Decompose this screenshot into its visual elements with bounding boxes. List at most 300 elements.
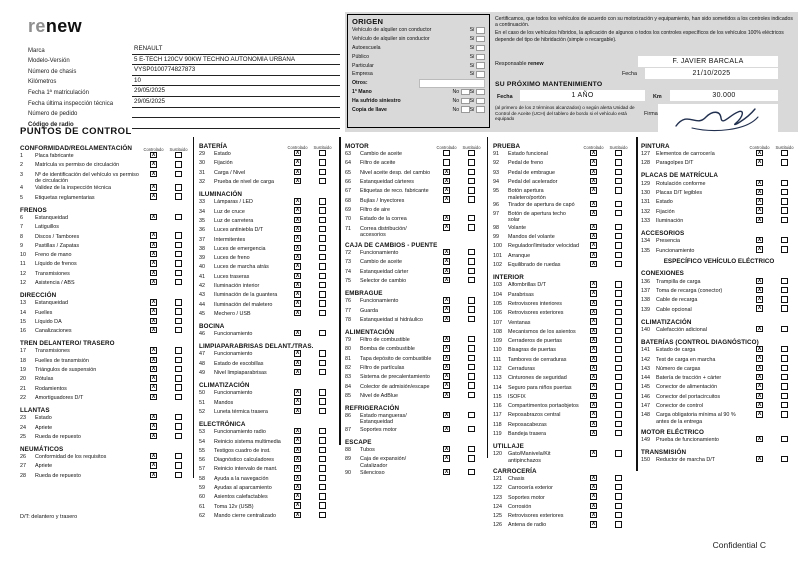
sustituido-checkbox[interactable] [468,355,474,361]
sustituido-checkbox[interactable] [319,300,325,306]
sustituido-checkbox[interactable] [175,472,181,478]
controlado-checkbox[interactable]: X [295,281,300,288]
sustituido-checkbox[interactable] [615,402,621,408]
sustituido-checkbox[interactable] [615,346,621,352]
controlado-checkbox[interactable]: X [591,336,596,343]
controlado-checkbox[interactable]: X [591,392,596,399]
origen-checkbox[interactable] [476,45,485,51]
sustituido-checkbox[interactable] [781,383,787,389]
sustituido-checkbox[interactable] [615,318,621,324]
controlado-checkbox[interactable]: X [591,474,596,481]
sustituido-checkbox[interactable] [615,169,621,175]
origen-checkbox[interactable] [476,27,485,33]
sustituido-checkbox[interactable] [468,364,474,370]
field-value[interactable]: 29/05/2025 [132,98,340,108]
sustituido-checkbox[interactable] [468,336,474,342]
controlado-checkbox[interactable]: X [444,306,449,313]
controlado-checkbox[interactable]: X [295,407,300,414]
controlado-checkbox[interactable]: X [444,224,449,231]
sustituido-checkbox[interactable] [615,337,621,343]
field-value[interactable]: 5 E-TECH 120CV 90KW TECHNO AUTONOMÍA URBANA [132,56,340,66]
controlado-checkbox[interactable]: X [591,309,596,316]
sustituido-checkbox[interactable] [319,350,325,356]
sustituido-checkbox[interactable] [319,512,325,518]
sustituido-checkbox[interactable] [615,300,621,306]
sustituido-checkbox[interactable] [615,201,621,207]
sustituido-checkbox[interactable] [175,270,181,276]
controlado-checkbox[interactable]: X [151,161,156,168]
sustituido-checkbox[interactable] [781,305,787,311]
controlado-checkbox[interactable]: X [591,251,596,258]
controlado-checkbox[interactable]: X [151,375,156,382]
sustituido-checkbox[interactable] [781,278,787,284]
controlado-checkbox[interactable]: X [757,207,762,214]
controlado-checkbox[interactable]: X [295,300,300,307]
controlado-checkbox[interactable]: X [444,248,449,255]
sustituido-checkbox[interactable] [175,366,181,372]
sustituido-checkbox[interactable] [319,330,325,336]
controlado-checkbox[interactable]: X [591,290,596,297]
controlado-checkbox[interactable]: X [295,263,300,270]
sustituido-checkbox[interactable] [319,207,325,213]
origen-checkbox[interactable] [476,98,485,104]
controlado-checkbox[interactable]: X [151,462,156,469]
sustituido-checkbox[interactable] [319,282,325,288]
controlado-checkbox[interactable]: X [591,401,596,408]
sustituido-checkbox[interactable] [615,150,621,156]
controlado-checkbox[interactable]: X [151,432,156,439]
controlado-checkbox[interactable]: X [444,267,449,274]
controlado-checkbox[interactable]: X [444,455,449,462]
controlado-checkbox[interactable]: X [295,483,300,490]
controlado-checkbox[interactable]: X [295,235,300,242]
controlado-checkbox[interactable]: X [295,207,300,214]
sustituido-checkbox[interactable] [615,475,621,481]
sustituido-checkbox[interactable] [319,169,325,175]
sustituido-checkbox[interactable] [781,456,787,462]
controlado-checkbox[interactable]: X [591,232,596,239]
sustituido-checkbox[interactable] [319,360,325,366]
sustituido-checkbox[interactable] [615,187,621,193]
sustituido-checkbox[interactable] [175,433,181,439]
controlado-checkbox[interactable]: X [444,315,449,322]
origen-checkbox[interactable] [476,71,485,77]
sustituido-checkbox[interactable] [319,273,325,279]
controlado-checkbox[interactable]: X [591,484,596,491]
sustituido-checkbox[interactable] [319,447,325,453]
controlado-checkbox[interactable]: X [444,412,449,419]
sustituido-checkbox[interactable] [781,326,787,332]
sustituido-checkbox[interactable] [468,268,474,274]
controlado-checkbox[interactable]: X [444,345,449,352]
sustituido-checkbox[interactable] [615,503,621,509]
field-value[interactable]: RENAULT [132,45,340,55]
controlado-checkbox[interactable]: X [591,364,596,371]
sustituido-checkbox[interactable] [615,383,621,389]
sustituido-checkbox[interactable] [468,345,474,351]
controlado-checkbox[interactable]: X [757,455,762,462]
sustituido-checkbox[interactable] [175,318,181,324]
sustituido-checkbox[interactable] [319,493,325,499]
sustituido-checkbox[interactable] [175,308,181,314]
sustituido-checkbox[interactable] [319,245,325,251]
controlado-checkbox[interactable]: X [444,354,449,361]
controlado-checkbox[interactable]: X [151,241,156,248]
controlado-checkbox[interactable]: X [151,299,156,306]
controlado-checkbox[interactable]: X [295,465,300,472]
responsable-field[interactable]: F. JAVIER BARCALA [638,56,778,67]
controlado-checkbox[interactable]: X [151,232,156,239]
sustituido-checkbox[interactable] [468,455,474,461]
origen-checkbox[interactable] [476,54,485,60]
controlado-checkbox[interactable]: X [591,521,596,528]
controlado-checkbox[interactable]: X [151,278,156,285]
sustituido-checkbox[interactable] [615,421,621,427]
controlado-checkbox[interactable]: X [757,401,762,408]
controlado-checkbox[interactable]: X [757,198,762,205]
sustituido-checkbox[interactable] [175,251,181,257]
origen-checkbox[interactable] [461,98,470,104]
sustituido-checkbox[interactable] [615,430,621,436]
origen-checkbox[interactable] [476,62,485,68]
controlado-checkbox[interactable]: X [151,184,156,191]
controlado-checkbox[interactable]: X [295,511,300,518]
sustituido-checkbox[interactable] [319,456,325,462]
controlado-checkbox[interactable]: X [151,317,156,324]
sustituido-checkbox[interactable] [615,411,621,417]
field-value[interactable] [132,119,340,129]
controlado-checkbox[interactable]: X [757,364,762,371]
controlado-checkbox[interactable]: X [591,502,596,509]
sustituido-checkbox[interactable] [319,389,325,395]
controlado-checkbox[interactable]: X [295,359,300,366]
sustituido-checkbox[interactable] [319,198,325,204]
sustituido-checkbox[interactable] [781,159,787,165]
sustituido-checkbox[interactable] [319,428,325,434]
sustituido-checkbox[interactable] [781,365,787,371]
controlado-checkbox[interactable]: X [444,258,449,265]
controlado-checkbox[interactable]: X [591,420,596,427]
sustituido-checkbox[interactable] [781,246,787,252]
sustituido-checkbox[interactable] [468,150,474,156]
maint-fecha-field[interactable]: 1 AÑO [520,90,645,101]
sustituido-checkbox[interactable] [175,214,181,220]
sustituido-checkbox[interactable] [175,327,181,333]
controlado-checkbox[interactable]: X [757,346,762,353]
sustituido-checkbox[interactable] [319,502,325,508]
controlado-checkbox[interactable]: X [757,216,762,223]
controlado-checkbox[interactable]: X [591,210,596,217]
sustituido-checkbox[interactable] [615,233,621,239]
controlado-checkbox[interactable]: X [757,159,762,166]
controlado-checkbox[interactable]: X [151,327,156,333]
controlado-checkbox[interactable]: X [444,468,449,475]
controlado-checkbox[interactable] [443,150,449,156]
controlado-checkbox[interactable]: X [444,215,449,222]
controlado-checkbox[interactable]: X [151,269,156,276]
controlado-checkbox[interactable]: X [444,187,449,194]
controlado-checkbox[interactable]: X [757,392,762,399]
sustituido-checkbox[interactable] [781,189,787,195]
origen-checkbox[interactable] [461,89,470,95]
controlado-checkbox[interactable]: X [444,445,449,452]
sustituido-checkbox[interactable] [615,450,621,456]
controlado-checkbox[interactable]: X [295,159,300,166]
controlado-checkbox[interactable]: X [757,411,762,418]
sustituido-checkbox[interactable] [468,446,474,452]
sustituido-checkbox[interactable] [615,493,621,499]
controlado-checkbox[interactable]: X [151,365,156,372]
controlado-checkbox[interactable]: X [295,253,300,260]
controlado-checkbox[interactable]: X [151,308,156,315]
controlado-checkbox[interactable]: X [757,286,762,293]
controlado-checkbox[interactable]: X [295,330,300,336]
controlado-checkbox[interactable]: X [444,297,449,304]
sustituido-checkbox[interactable] [781,393,787,399]
sustituido-checkbox[interactable] [781,436,787,442]
controlado-checkbox[interactable]: X [591,327,596,334]
otros-input[interactable] [419,79,485,88]
controlado-checkbox[interactable]: X [151,471,156,478]
sustituido-checkbox[interactable] [175,357,181,363]
sustituido-checkbox[interactable] [319,408,325,414]
sustituido-checkbox[interactable] [468,159,474,165]
sustituido-checkbox[interactable] [175,279,181,285]
sustituido-checkbox[interactable] [615,178,621,184]
controlado-checkbox[interactable]: X [151,170,156,177]
controlado-checkbox[interactable]: X [444,177,449,184]
controlado-checkbox[interactable]: X [295,168,300,175]
maint-km-field[interactable]: 30.000 [670,90,778,101]
sustituido-checkbox[interactable] [319,254,325,260]
field-value[interactable]: 10 [132,77,340,87]
controlado-checkbox[interactable]: X [295,226,300,233]
controlado-checkbox[interactable]: X [295,446,300,453]
sustituido-checkbox[interactable] [615,356,621,362]
sustituido-checkbox[interactable] [615,328,621,334]
controlado-checkbox[interactable]: X [757,296,762,303]
controlado-checkbox[interactable]: X [591,374,596,381]
sustituido-checkbox[interactable] [175,384,181,390]
sustituido-checkbox[interactable] [781,198,787,204]
sustituido-checkbox[interactable] [175,161,181,167]
sustituido-checkbox[interactable] [615,521,621,527]
controlado-checkbox[interactable]: X [591,200,596,207]
controlado-checkbox[interactable]: X [757,246,762,253]
controlado-checkbox[interactable]: X [151,414,156,421]
sustituido-checkbox[interactable] [175,462,181,468]
controlado-checkbox[interactable]: X [444,363,449,370]
sustituido-checkbox[interactable] [319,150,325,156]
cert-fecha-field[interactable]: 21/10/2025 [645,68,778,79]
controlado-checkbox[interactable]: X [295,398,300,405]
controlado-checkbox[interactable] [443,159,449,165]
controlado-checkbox[interactable]: X [757,237,762,244]
controlado-checkbox[interactable]: X [295,350,300,357]
controlado-checkbox[interactable]: X [295,309,300,316]
controlado-checkbox[interactable]: X [591,281,596,288]
controlado-checkbox[interactable]: X [591,168,596,175]
controlado-checkbox[interactable]: X [151,193,156,200]
controlado-checkbox[interactable]: X [444,373,449,380]
signature-field[interactable] [658,104,778,134]
origen-checkbox[interactable] [476,36,485,42]
controlado-checkbox[interactable]: X [591,355,596,362]
controlado-checkbox[interactable]: X [444,335,449,342]
sustituido-checkbox[interactable] [615,224,621,230]
controlado-checkbox[interactable]: X [757,325,762,332]
sustituido-checkbox[interactable] [781,237,787,243]
sustituido-checkbox[interactable] [615,374,621,380]
sustituido-checkbox[interactable] [781,355,787,361]
sustituido-checkbox[interactable] [175,193,181,199]
sustituido-checkbox[interactable] [319,263,325,269]
sustituido-checkbox[interactable] [615,365,621,371]
sustituido-checkbox[interactable] [319,437,325,443]
sustituido-checkbox[interactable] [175,242,181,248]
controlado-checkbox[interactable]: X [295,272,300,279]
controlado-checkbox[interactable]: X [295,437,300,444]
sustituido-checkbox[interactable] [468,258,474,264]
controlado-checkbox[interactable]: X [591,177,596,184]
controlado-checkbox[interactable]: X [591,299,596,306]
sustituido-checkbox[interactable] [781,150,787,156]
sustituido-checkbox[interactable] [615,290,621,296]
sustituido-checkbox[interactable] [319,465,325,471]
controlado-checkbox[interactable]: X [757,383,762,390]
origen-checkbox[interactable] [476,89,485,95]
sustituido-checkbox[interactable] [319,475,325,481]
sustituido-checkbox[interactable] [781,374,787,380]
controlado-checkbox[interactable]: X [757,435,762,442]
sustituido-checkbox[interactable] [175,347,181,353]
controlado-checkbox[interactable]: X [591,318,596,325]
sustituido-checkbox[interactable] [615,281,621,287]
sustituido-checkbox[interactable] [468,297,474,303]
controlado-checkbox[interactable]: X [591,149,596,156]
controlado-checkbox[interactable]: X [591,383,596,390]
sustituido-checkbox[interactable] [175,394,181,400]
controlado-checkbox[interactable]: X [295,198,300,205]
sustituido-checkbox[interactable] [615,261,621,267]
sustituido-checkbox[interactable] [468,469,474,475]
controlado-checkbox[interactable]: X [444,196,449,203]
field-value[interactable]: VYSP0100774827873 [132,66,340,76]
controlado-checkbox[interactable]: X [591,493,596,500]
sustituido-checkbox[interactable] [781,287,787,293]
controlado-checkbox[interactable]: X [591,429,596,436]
sustituido-checkbox[interactable] [781,346,787,352]
controlado-checkbox[interactable]: X [757,355,762,362]
sustituido-checkbox[interactable] [781,180,787,186]
sustituido-checkbox[interactable] [468,412,474,418]
controlado-checkbox[interactable]: X [151,384,156,391]
sustituido-checkbox[interactable] [319,235,325,241]
sustituido-checkbox[interactable] [468,277,474,283]
sustituido-checkbox[interactable] [319,369,325,375]
controlado-checkbox[interactable]: X [757,305,762,312]
sustituido-checkbox[interactable] [175,299,181,305]
sustituido-checkbox[interactable] [468,178,474,184]
sustituido-checkbox[interactable] [175,232,181,238]
controlado-checkbox[interactable]: X [295,389,300,396]
controlado-checkbox[interactable]: X [591,187,596,194]
controlado-checkbox[interactable]: X [151,260,156,267]
sustituido-checkbox[interactable] [175,453,181,459]
origen-checkbox[interactable] [476,106,485,112]
sustituido-checkbox[interactable] [615,252,621,258]
sustituido-checkbox[interactable] [468,426,474,432]
controlado-checkbox[interactable]: X [295,291,300,298]
sustituido-checkbox[interactable] [468,196,474,202]
sustituido-checkbox[interactable] [319,291,325,297]
sustituido-checkbox[interactable] [319,398,325,404]
sustituido-checkbox[interactable] [175,260,181,266]
controlado-checkbox[interactable]: X [444,168,449,175]
sustituido-checkbox[interactable] [175,414,181,420]
sustituido-checkbox[interactable] [615,484,621,490]
controlado-checkbox[interactable]: X [444,391,449,398]
sustituido-checkbox[interactable] [781,217,787,223]
controlado-checkbox[interactable]: X [151,213,156,220]
sustituido-checkbox[interactable] [319,484,325,490]
sustituido-checkbox[interactable] [781,402,787,408]
controlado-checkbox[interactable]: X [151,347,156,354]
sustituido-checkbox[interactable] [468,249,474,255]
sustituido-checkbox[interactable] [468,316,474,322]
controlado-checkbox[interactable]: X [757,277,762,284]
sustituido-checkbox[interactable] [175,184,181,190]
sustituido-checkbox[interactable] [781,411,787,417]
sustituido-checkbox[interactable] [468,392,474,398]
sustituido-checkbox[interactable] [319,178,325,184]
controlado-checkbox[interactable]: X [151,356,156,363]
sustituido-checkbox[interactable] [175,171,181,177]
sustituido-checkbox[interactable] [615,242,621,248]
controlado-checkbox[interactable]: X [295,474,300,481]
controlado-checkbox[interactable]: X [151,250,156,257]
origen-checkbox[interactable] [461,106,470,112]
controlado-checkbox[interactable]: X [444,382,449,389]
controlado-checkbox[interactable]: X [591,260,596,267]
sustituido-checkbox[interactable] [468,215,474,221]
sustituido-checkbox[interactable] [468,306,474,312]
sustituido-checkbox[interactable] [175,375,181,381]
controlado-checkbox[interactable]: X [591,159,596,166]
controlado-checkbox[interactable]: X [295,149,300,156]
controlado-checkbox[interactable]: X [295,177,300,184]
sustituido-checkbox[interactable] [468,382,474,388]
controlado-checkbox[interactable]: X [591,450,596,457]
sustituido-checkbox[interactable] [319,217,325,223]
controlado-checkbox[interactable]: X [591,242,596,249]
sustituido-checkbox[interactable] [781,207,787,213]
sustituido-checkbox[interactable] [615,159,621,165]
controlado-checkbox[interactable]: X [591,223,596,230]
controlado-checkbox[interactable]: X [295,493,300,500]
sustituido-checkbox[interactable] [468,169,474,175]
controlado-checkbox[interactable]: X [295,216,300,223]
controlado-checkbox[interactable]: X [151,423,156,430]
sustituido-checkbox[interactable] [468,187,474,193]
sustituido-checkbox[interactable] [781,296,787,302]
controlado-checkbox[interactable]: X [757,373,762,380]
controlado-checkbox[interactable]: X [151,452,156,459]
controlado-checkbox[interactable]: X [444,276,449,283]
controlado-checkbox[interactable]: X [757,188,762,195]
sustituido-checkbox[interactable] [319,310,325,316]
controlado-checkbox[interactable]: X [295,502,300,509]
